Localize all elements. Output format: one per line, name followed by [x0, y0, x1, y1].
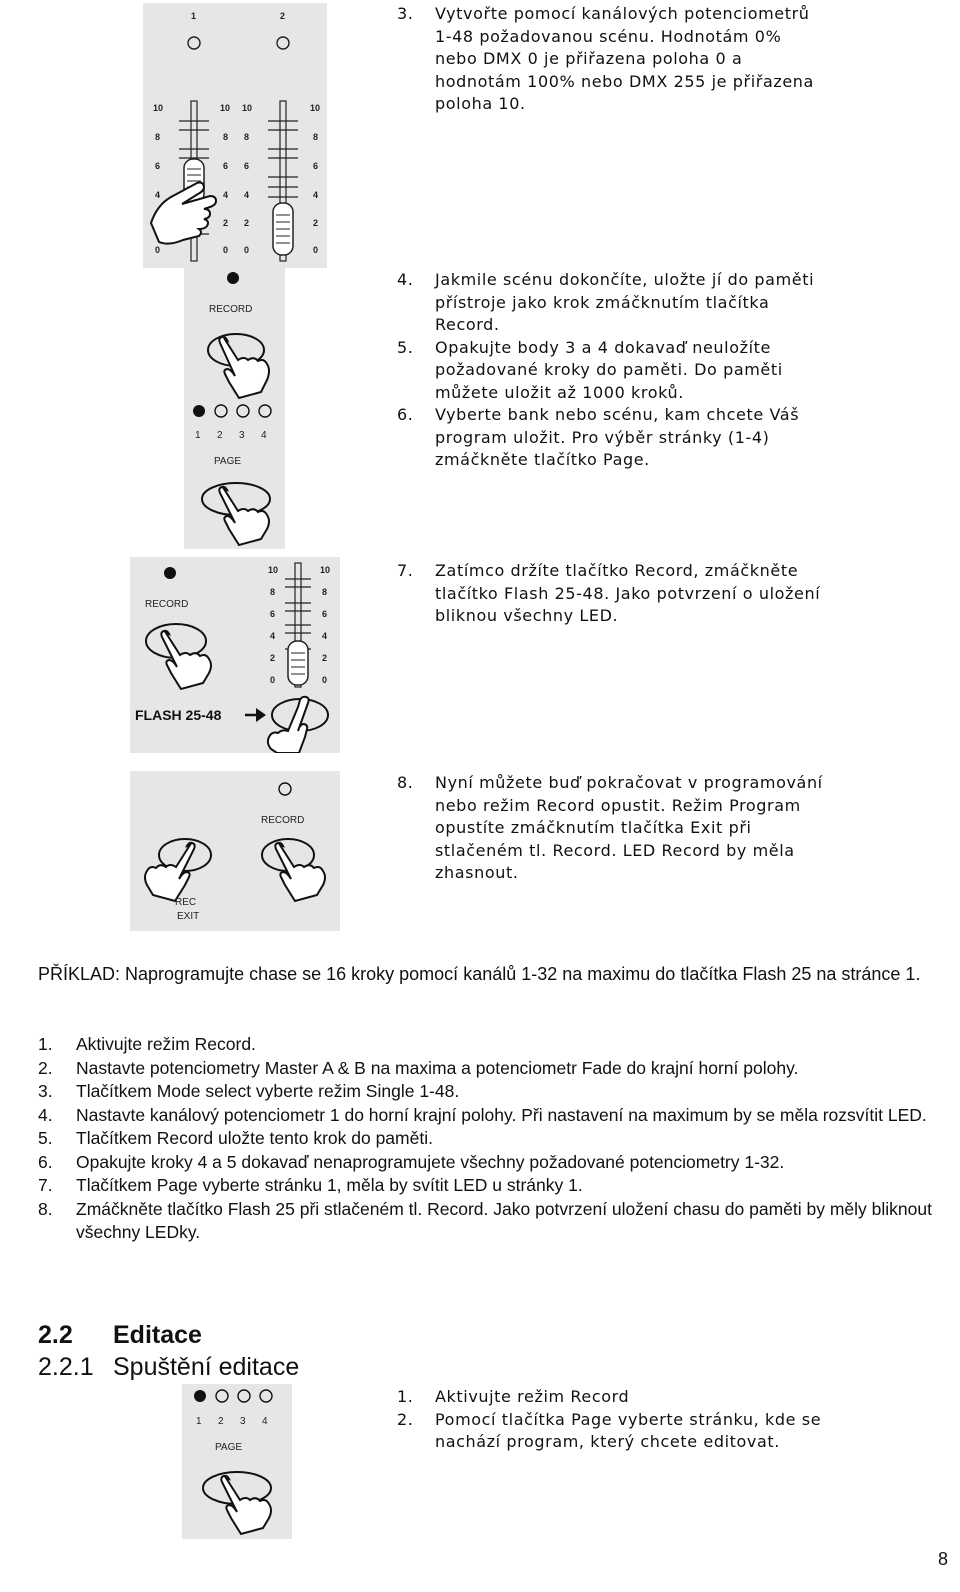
list-item: 1. Aktivujte režim Record	[397, 1387, 630, 1406]
channel-2-led	[277, 37, 289, 49]
svg-text:2: 2	[270, 653, 276, 663]
svg-text:8: 8	[223, 132, 229, 142]
page-button-figure-2	[182, 1384, 292, 1539]
svg-text:2: 2	[322, 653, 328, 663]
list-item: 7. Tlačítkem Page vyberte stránku 1, měla by svítit LED u stránky 1.	[38, 1175, 583, 1195]
svg-text:4: 4	[322, 631, 328, 641]
svg-text:10: 10	[268, 565, 279, 575]
fader-figure	[143, 3, 327, 268]
svg-text:6: 6	[155, 161, 161, 171]
master-fader-knob[interactable]	[288, 641, 308, 685]
page-led-4	[260, 1390, 272, 1402]
svg-text:6: 6	[313, 161, 319, 171]
svg-text:8: 8	[313, 132, 319, 142]
svg-text:8: 8	[155, 132, 161, 142]
svg-text:8: 8	[244, 132, 250, 142]
page-led-3	[237, 405, 249, 417]
page-number-1: 1	[196, 1416, 202, 1427]
hand-icon	[221, 1476, 271, 1534]
list-item: 2. Pomocí tlačítka Page vyberte stránku, kde se nachází program, který chcete editovat.	[397, 1409, 822, 1451]
page-button-figure	[184, 401, 285, 549]
hand-icon	[145, 843, 195, 901]
list-item: 6. Vyberte bank nebo scénu, kam chcete Váš program uložit. Pro výběr stránky (1-4) zmáčkněte tlačítko Page.	[397, 405, 800, 469]
svg-text:4: 4	[155, 190, 161, 200]
svg-text:0: 0	[155, 245, 161, 255]
page-label: PAGE	[215, 1442, 243, 1453]
channel-1-led	[188, 37, 200, 49]
page-label: PAGE	[214, 456, 242, 467]
steps-3	[397, 3, 817, 116]
page-led-4	[259, 405, 271, 417]
section-heading: 2.2 Editace	[38, 1321, 202, 1349]
svg-text:10: 10	[242, 103, 253, 113]
page-led-2	[216, 1390, 228, 1402]
svg-text:2: 2	[223, 218, 229, 228]
svg-text:2: 2	[313, 218, 319, 228]
rec-exit-figure	[130, 771, 340, 931]
list-item: 2. Nastavte potenciometry Master A & B na maxima a potenciometr Fade do krajní horní polohy.	[38, 1057, 799, 1078]
svg-text:0: 0	[270, 675, 276, 685]
steps-8	[397, 772, 837, 885]
channel-2-label: 2	[280, 11, 286, 21]
svg-text:0: 0	[244, 245, 250, 255]
list-item: 7. Zatímco držíte tlačítko Record, zmáčkněte tlačítko Flash 25-48. Jako potvrzení o uložení bliknou všechny LED.	[397, 561, 821, 625]
example-intro: PŘÍKLAD: Naprogramujte chase se 16 kroky pomocí kanálů 1-32 na maximu do tlačítka Flash 25 na stránce 1.	[38, 964, 921, 984]
list-item: 6. Opakujte kroky 4 a 5 dokavaď nenaprogramujete všechny požadované potenciometry 1-32.	[38, 1151, 785, 1172]
record-label: RECORD	[261, 815, 305, 826]
exit-label: EXIT	[177, 911, 200, 922]
page-number-3: 3	[239, 430, 245, 441]
page-led-3	[238, 1390, 250, 1402]
svg-text:6: 6	[244, 161, 250, 171]
svg-text:6: 6	[223, 161, 229, 171]
svg-text:10: 10	[320, 565, 331, 575]
edit-steps	[397, 1386, 837, 1454]
page-number-2: 2	[218, 1416, 224, 1427]
svg-text:2: 2	[244, 218, 250, 228]
record-label: RECORD	[209, 304, 253, 315]
subsection-heading: 2.2.1 Spuštění editace	[38, 1353, 300, 1381]
list-item: 5. Tlačítkem Record uložte tento krok do paměti.	[38, 1128, 433, 1148]
fader-2-knob[interactable]	[273, 203, 293, 255]
rec-label: REC	[175, 897, 197, 908]
list-item: 3. Vytvořte pomocí kanálových potenciometrů 1-48 požadovanou scénu. Hodnotám 0% nebo DMX 0 je přiřazena poloha 0 a hodnotám 100% nebo DMX 255 je přiřazena poloha 10.	[397, 4, 814, 113]
svg-text:8: 8	[322, 587, 328, 597]
arrow-right-icon	[245, 708, 266, 722]
svg-text:8: 8	[270, 587, 276, 597]
list-item: 4. Jakmile scénu dokončíte, uložte jí do paměti přístroje jako krok zmáčknutím tlačítka Record.	[397, 270, 815, 334]
example-steps	[38, 1033, 948, 1245]
record-led	[279, 783, 291, 795]
hand-icon	[219, 337, 269, 398]
hand-icon	[268, 697, 309, 753]
page-led-1	[193, 405, 205, 417]
steps-4-6	[397, 269, 817, 472]
list-item: 1. Aktivujte režim Record.	[38, 1034, 256, 1054]
svg-text:4: 4	[223, 190, 229, 200]
svg-text:6: 6	[322, 609, 328, 619]
list-item: 3. Tlačítkem Mode select vyberte režim Single 1-48.	[38, 1081, 460, 1101]
page-number-4: 4	[261, 430, 267, 441]
list-item: 4. Nastavte kanálový potenciometr 1 do horní krajní polohy. Při nastavení na maximum by se měla rozsvítit LED.	[38, 1104, 927, 1125]
svg-text:0: 0	[322, 675, 328, 685]
steps-7	[397, 560, 827, 628]
channel-1-label: 1	[191, 11, 197, 21]
page-number-1: 1	[195, 430, 201, 441]
svg-text:4: 4	[313, 190, 319, 200]
page-number-3: 3	[240, 1416, 246, 1427]
list-item: 8. Zmáčkněte tlačítko Flash 25 při stlačeném tl. Record. Jako potvrzení uložení chasu do paměti by měly bliknout všechny LEDky.	[38, 1198, 932, 1242]
list-item: 5. Opakujte body 3 a 4 dokavaď neuložíte požadované kroky do paměti. Do paměti můžete uložit až 1000 kroků.	[397, 337, 783, 402]
svg-text:4: 4	[244, 190, 250, 200]
svg-text:10: 10	[220, 103, 231, 113]
svg-text:0: 0	[223, 245, 229, 255]
page-number: 8	[937, 1549, 948, 1569]
record-button-figure	[184, 268, 285, 401]
record-label: RECORD	[145, 599, 189, 610]
svg-text:10: 10	[153, 103, 164, 113]
page-number-2: 2	[217, 430, 223, 441]
hand-icon	[219, 487, 269, 545]
svg-text:6: 6	[270, 609, 276, 619]
page-led-2	[215, 405, 227, 417]
record-led	[164, 567, 176, 579]
record-flash-figure	[130, 557, 340, 753]
record-led	[227, 272, 239, 284]
hand-icon	[275, 843, 325, 901]
svg-text:10: 10	[310, 103, 321, 113]
page-led-1	[194, 1390, 206, 1402]
page-number-4: 4	[262, 1416, 268, 1427]
list-item: 8. Nyní můžete buď pokračovat v programování nebo režim Record opustit. Režim Program opustíte zmáčknutím tlačítka Exit při stlačeném tl. Record. LED Record by měla zhasnout.	[397, 773, 823, 882]
hand-icon	[161, 631, 211, 689]
svg-text:0: 0	[313, 245, 319, 255]
svg-text:4: 4	[270, 631, 276, 641]
flash-label: FLASH 25-48	[135, 707, 222, 723]
